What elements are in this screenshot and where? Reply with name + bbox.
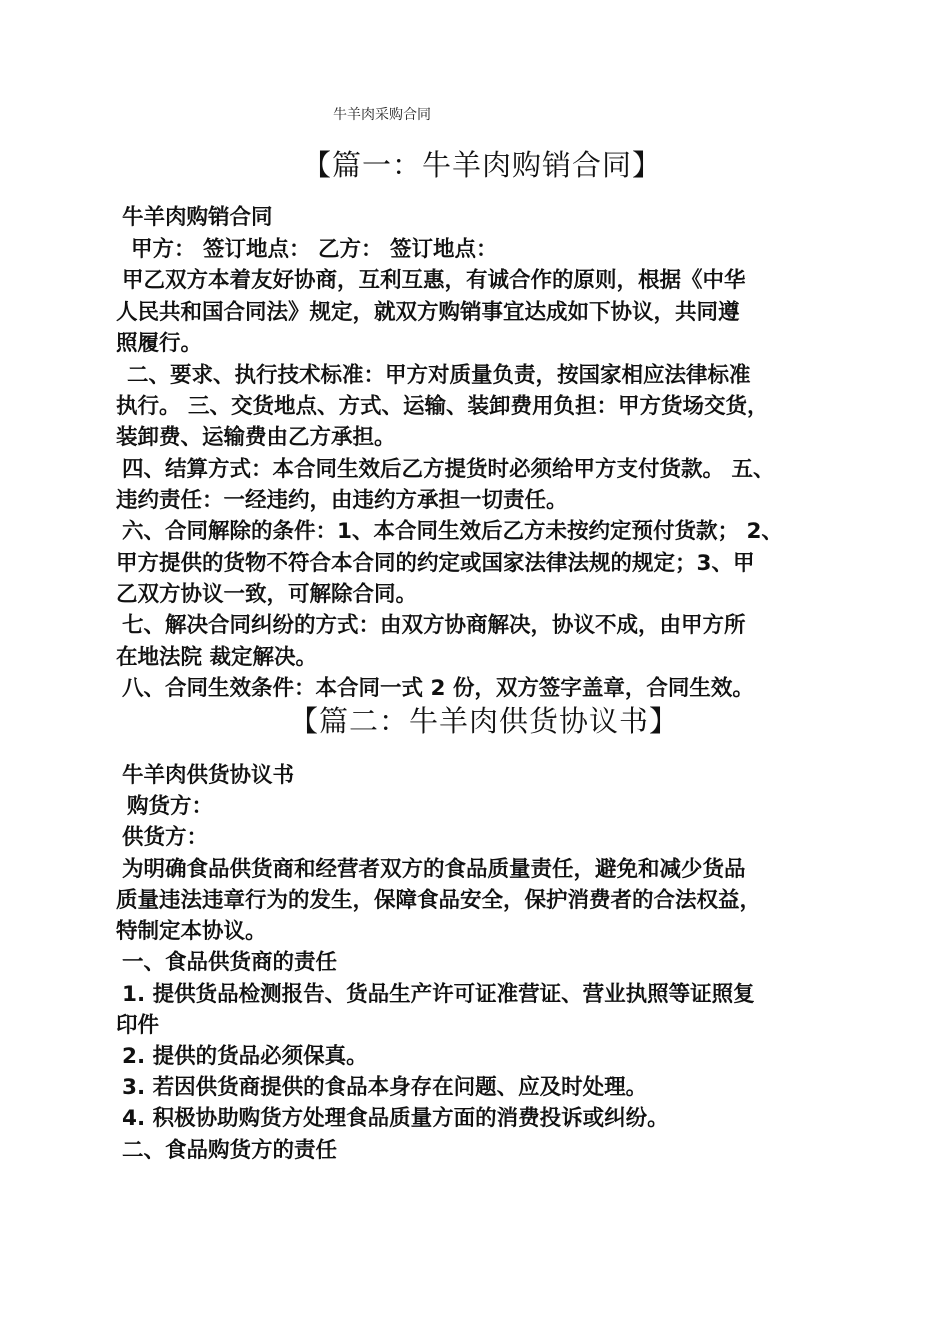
paragraph-line: 特制定本协议。 <box>116 919 267 944</box>
paragraph-line: 印件 <box>116 1013 160 1038</box>
paragraph-line: 1. 提供货品检测报告、货品生产许可证准营证、营业执照等证照复 <box>122 982 755 1007</box>
paragraph-line: 牛羊肉供货协议书 <box>122 763 295 788</box>
paragraph-line: 在地法院 裁定解决。 <box>116 645 317 670</box>
paragraph-line: 执行。 三、交货地点、方式、运输、装卸费用负担：甲方货场交货， <box>116 394 769 419</box>
paragraph-line: 二、食品购货方的责任 <box>122 1138 338 1163</box>
paragraph-line: 违约责任：一经违约，由违约方承担一切责任。 <box>116 488 568 513</box>
paragraph-line: 质量违法违章行为的发生，保障食品安全，保护消费者的合法权益， <box>116 888 762 913</box>
section2-heading: 【篇二：牛羊肉供货协议书】 <box>289 704 680 738</box>
paragraph-line: 为明确食品供货商和经营者双方的食品质量责任，避免和减少货品 <box>122 857 746 882</box>
paragraph-line: 八、合同生效条件：本合同一式 2 份，双方签字盖章，合同生效。 <box>122 676 754 701</box>
header-title: 牛羊肉采购合同 <box>333 107 431 123</box>
paragraph-line: 照履行。 <box>116 331 203 356</box>
paragraph-line: 人民共和国合同法》规定，就双方购销事宜达成如下协议，共同遵 <box>116 300 740 325</box>
paragraph-line: 甲乙双方本着友好协商，互利互惠，有诚合作的原则，根据《中华 <box>122 268 746 293</box>
paragraph-line: 购货方： <box>127 794 214 819</box>
paragraph-line: 甲方提供的货物不符合本合同的约定或国家法律法规的规定；3、甲 <box>116 551 755 576</box>
paragraph-line: 二、要求、执行技术标准：甲方对质量负责，按国家相应法律标准 <box>127 363 751 388</box>
paragraph-line: 七、解决合同纠纷的方式：由双方协商解决，协议不成，由甲方所 <box>122 613 746 638</box>
paragraph-line: 乙双方协议一致，可解除合同。 <box>116 582 418 607</box>
paragraph-line: 牛羊肉购销合同 <box>122 205 273 230</box>
paragraph-line: 4. 积极协助购货方处理食品质量方面的消费投诉或纠纷。 <box>122 1106 669 1131</box>
paragraph-line: 装卸费、运输费由乙方承担。 <box>116 425 396 450</box>
paragraph-line: 六、合同解除的条件：1、本合同生效后乙方未按约定预付货款； 2、 <box>122 519 783 544</box>
paragraph-line: 一、食品供货商的责任 <box>122 950 338 975</box>
paragraph-line: 甲方： 签订地点： 乙方： 签订地点： <box>131 237 498 262</box>
paragraph-line: 3. 若因供货商提供的食品本身存在问题、应及时处理。 <box>122 1075 648 1100</box>
section1-heading: 【篇一：牛羊肉购销合同】 <box>302 148 663 182</box>
paragraph-line: 供货方： <box>122 825 209 850</box>
paragraph-line: 四、结算方式：本合同生效后乙方提货时必须给甲方支付货款。 五、 <box>122 457 775 482</box>
paragraph-line: 2. 提供的货品必须保真。 <box>122 1044 368 1069</box>
